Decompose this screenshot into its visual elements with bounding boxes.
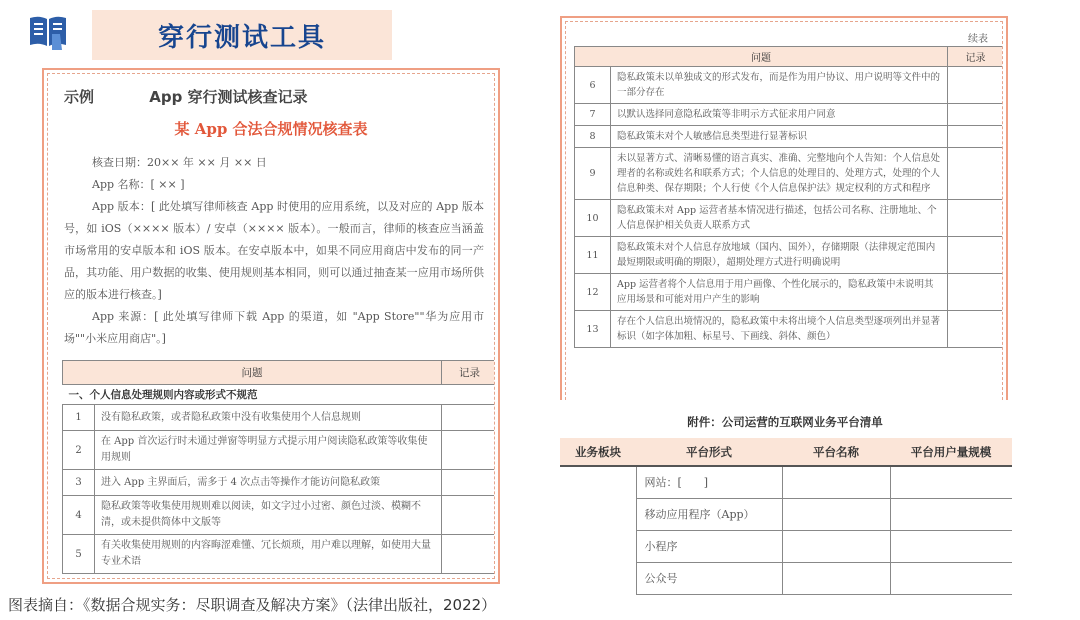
record-cell[interactable] — [948, 311, 1004, 348]
table-row — [560, 530, 1012, 562]
user-scale-cell[interactable] — [890, 466, 1012, 498]
business-cell[interactable] — [560, 498, 636, 530]
business-cell[interactable] — [560, 466, 636, 498]
header-platform-name: 平台名称 — [782, 438, 890, 466]
row-question: 进入 App 主界面后，需多于 4 次点击等操作才能访问隐私政策 — [95, 470, 442, 496]
record-cell[interactable] — [948, 274, 1004, 311]
record-cell[interactable] — [948, 67, 1004, 104]
row-question: 未以显著方式、清晰易懂的语言真实、准确、完整地向个人告知：个人信息处理者的名称或姓名和联系方式；个人信息的处理目的、处理方式，处理的个人信息种类、保存期限；个人行使《个人信息保护法》规定权利的方式和程序 — [611, 148, 948, 200]
table-row — [560, 466, 1012, 498]
continued-panel-inner — [565, 21, 1003, 400]
table-row — [63, 405, 496, 431]
example-heading — [64, 86, 308, 107]
record-cell[interactable] — [442, 470, 496, 496]
table-row — [63, 431, 496, 470]
header-question: 问题 — [575, 47, 948, 67]
record-cell[interactable] — [948, 104, 1004, 126]
record-cell[interactable] — [442, 535, 496, 574]
record-cell[interactable] — [948, 237, 1004, 274]
platform-name-cell[interactable] — [782, 466, 890, 498]
table-row — [575, 311, 1004, 348]
user-scale-cell[interactable] — [890, 530, 1012, 562]
record-cell[interactable] — [948, 126, 1004, 148]
platform-name-cell[interactable] — [782, 498, 890, 530]
row-number: 8 — [575, 126, 611, 148]
platform-table — [560, 438, 1012, 595]
app-name: App 名称：[ ×× ] — [92, 178, 185, 191]
record-cell[interactable] — [948, 200, 1004, 237]
row-number: 2 — [63, 431, 95, 470]
continued-label: 续表 — [968, 34, 988, 45]
example-tag: 示例 — [64, 88, 95, 106]
table-row — [560, 498, 1012, 530]
table-row — [575, 104, 1004, 126]
header-business: 业务板块 — [560, 438, 636, 466]
row-question: 没有隐私政策，或者隐私政策中没有收集使用个人信息规则 — [95, 405, 442, 431]
check-date: 核查日期：20×× 年 ×× 月 ×× 日 — [92, 156, 267, 169]
platform-form-cell: 移动应用程序（App） — [636, 498, 782, 530]
platform-form-cell: 公众号 — [636, 562, 782, 594]
table-row — [63, 535, 496, 574]
example-title: App 穿行测试核查记录 — [149, 88, 308, 106]
row-number: 5 — [63, 535, 95, 574]
row-number: 7 — [575, 104, 611, 126]
row-number: 13 — [575, 311, 611, 348]
record-cell[interactable] — [442, 431, 496, 470]
table-row — [63, 496, 496, 535]
platform-name-cell[interactable] — [782, 530, 890, 562]
row-number: 4 — [63, 496, 95, 535]
table-row — [560, 562, 1012, 594]
row-number: 11 — [575, 237, 611, 274]
title-banner — [92, 10, 392, 60]
row-question: 有关收集使用规则的内容晦涩难懂、冗长烦琐，用户难以理解，如使用大量专业术语 — [95, 535, 442, 574]
check-table — [62, 360, 495, 574]
book-icon — [26, 10, 70, 54]
page-title: 穿行测试工具 — [157, 22, 326, 53]
row-number: 1 — [63, 405, 95, 431]
header-record: 记录 — [442, 361, 496, 385]
example-panel — [42, 68, 500, 584]
check-body-text — [64, 152, 484, 350]
business-cell[interactable] — [560, 530, 636, 562]
header-user-scale: 平台用户量规模 — [890, 438, 1012, 466]
row-question: 隐私政策未以单独成文的形式发布，而是作为用户协议、用户说明等文件中的一部分存在 — [611, 67, 948, 104]
section-heading: 一、个人信息处理规则内容或形式不规范 — [63, 385, 496, 405]
row-number: 3 — [63, 470, 95, 496]
row-question: 隐私政策未对个人敏感信息类型进行显著标识 — [611, 126, 948, 148]
platform-form-cell: 小程序 — [636, 530, 782, 562]
record-cell[interactable] — [442, 405, 496, 431]
user-scale-cell[interactable] — [890, 498, 1012, 530]
table-row — [575, 274, 1004, 311]
check-table-title: 某 App 合法合规情况核查表 — [174, 120, 368, 138]
table-row — [575, 126, 1004, 148]
header-record: 记录 — [948, 47, 1004, 67]
continued-panel — [560, 16, 1008, 400]
row-question: 存在个人信息出境情况的，隐私政策中未将出境个人信息类型逐项列出并显著标识（如字体加粗、标星号、下画线、斜体、颜色） — [611, 311, 948, 348]
row-question: 隐私政策未对 App 运营者基本情况进行描述，包括公司名称、注册地址、个人信息保护相关负责人联系方式 — [611, 200, 948, 237]
row-number: 9 — [575, 148, 611, 200]
table-row — [575, 237, 1004, 274]
header-platform-form: 平台形式 — [636, 438, 782, 466]
annex-title: 附件：公司运营的互联网业务平台清单 — [687, 415, 883, 429]
app-source: App 来源：[ 此处填写律师下载 App 的渠道，如 "App Store""华为应用市场""小米应用商店"。] — [64, 310, 484, 345]
record-cell[interactable] — [948, 148, 1004, 200]
record-cell[interactable] — [442, 496, 496, 535]
table-row — [63, 470, 496, 496]
row-number: 12 — [575, 274, 611, 311]
table-row — [575, 148, 1004, 200]
row-question: 以默认选择同意隐私政策等非明示方式征求用户同意 — [611, 104, 948, 126]
continued-table — [574, 46, 1003, 348]
row-question: 隐私政策等收集使用规则难以阅读，如文字过小过密、颜色过淡、模糊不清，或未提供简体中文版等 — [95, 496, 442, 535]
app-version: App 版本：[ 此处填写律师核查 App 时使用的应用系统，以及对应的 App 版本号，如 iOS（×××× 版本）/ 安卓（×××× 版本）。一般而言，律师的核查应当涵盖市场常用的安卓版本和 iOS 版本。在安卓版本中，如果不同应用商店中发布的同一产品，其功能、用户数据的收集、使用规则基本相同，则可以通过抽查某一应用市场所供应的版本进行核查。] — [64, 200, 484, 301]
row-number: 6 — [575, 67, 611, 104]
platform-name-cell[interactable] — [782, 562, 890, 594]
row-question: 隐私政策未对个人信息存放地域（国内、国外），存储期限（法律规定范围内最短期限或明确的期限），超期处理方式进行明确说明 — [611, 237, 948, 274]
header-question: 问题 — [63, 361, 442, 385]
table-row — [575, 200, 1004, 237]
platform-form-cell: 网站：[ ] — [636, 466, 782, 498]
business-cell[interactable] — [560, 562, 636, 594]
example-panel-inner — [47, 73, 495, 579]
source-caption: 图表摘自：《数据合规实务：尽职调查及解决方案》（法律出版社，2022） — [8, 596, 497, 614]
table-row — [575, 67, 1004, 104]
row-question: App 运营者将个人信息用于用户画像、个性化展示的，隐私政策中未说明其应用场景和可能对用户产生的影响 — [611, 274, 948, 311]
row-question: 在 App 首次运行时未通过弹窗等明显方式提示用户阅读隐私政策等收集使用规则 — [95, 431, 442, 470]
row-number: 10 — [575, 200, 611, 237]
user-scale-cell[interactable] — [890, 562, 1012, 594]
